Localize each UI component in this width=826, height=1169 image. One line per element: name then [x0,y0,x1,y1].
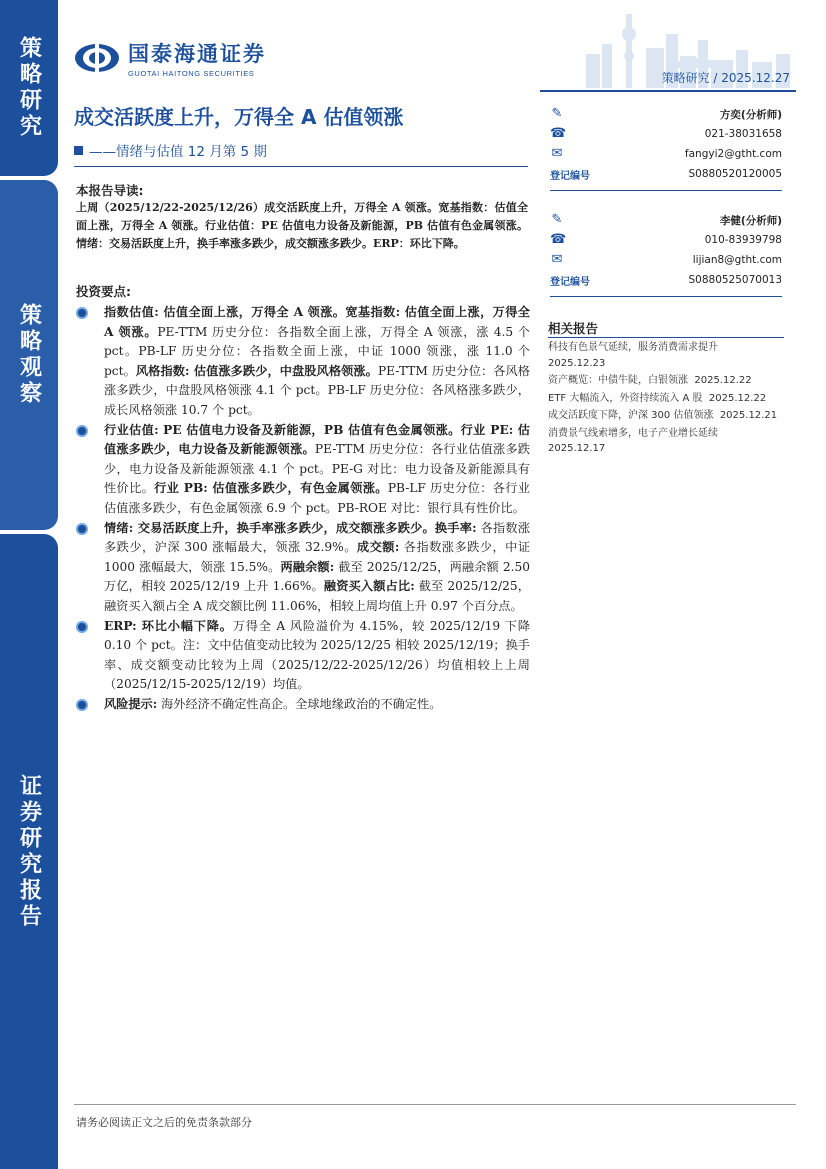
related-report-item[interactable] [548,373,784,389]
point-text: 截至 2025/12/25，两融余额 2.50 万亿，相较 2025/12/19 上升 1.66%。 [104,559,530,594]
report-date: 2025.12.27 [721,71,790,85]
bullet-icon [76,307,88,319]
pen-icon: ✎ [551,106,563,121]
analyst-name: 方奕(分析师) [719,108,782,121]
sidebar-tab-strategy-observation [0,180,58,530]
page-subtitle [74,140,267,160]
related-divider [548,337,784,338]
point-bold-text: 情绪: 交易活跃度上升，换手率涨多跌少，成交额涨多跌少。换手率: [104,520,477,535]
related-report-date: 2025.12.22 [708,392,767,404]
sidebar-tab-strategy-research [0,0,58,176]
related-reports-heading: 相关报告 [548,321,599,336]
sidebar-tab-label: 策略观察 [16,303,42,407]
registration-number: S0880525070013 [688,274,782,286]
subtitle-text: ——情绪与估值 12 月第 5 期 [89,144,267,160]
bullet-icon [76,699,88,711]
analyst-email[interactable]: fangyi2@gtht.com [684,148,782,160]
related-report-title[interactable]: 消费景气线索增多，电子产业增长延续 [548,427,718,439]
related-report-title[interactable]: 科技有色景气延续，服务消费需求提升 [548,342,718,353]
point-bold-text: 行业估值: PE 估值电力设备及新能源，PB 估值有色金属领涨。行业 PE: 估值涨多跌少，电力设备及新能源领涨。 [104,422,530,457]
point-sentiment [76,519,530,617]
company-logo [74,38,266,78]
intro-body: 上周（2025/12/22-2025/12/26）成交活跃度上升，万得全 A 领涨。宽基指数：估值全面上涨，万得全 A 领涨。行业估值：PE 估值电力设备及新能源，PB 估值有色金属领涨。情绪：交易活跃度上升，换手率涨多跌少，成交额涨多跌少。ERP：环比下降。 [76,201,528,250]
point-text: 各指数涨多跌少，沪深 300 涨幅最大，领涨 32.9%。 [104,520,531,555]
point-text: PE-TTM 历史分位：各行业估值涨多跌少，电力设备及新能源领涨 4.1 个 pct。PE-G 对比：电力设备及新能源具有性价比。 [104,442,530,496]
page-title: 成交活跃度上升，万得全 A 估值领涨 [74,105,404,129]
point-bold-text: 融资买入额占比: [323,579,415,594]
point-erp [76,617,530,695]
point-text: 海外经济不确定性高企。全球地缘政治的不确定性。 [157,696,442,711]
sidebar-tab-label: 证券研究报告 [16,773,42,930]
related-report-title[interactable]: 成交活跃度下降，沪深 300 估值领涨 [548,410,714,421]
analyst-card [550,104,782,184]
point-risk [76,695,530,715]
point-bold-text: 行业 PB: 估值涨多跌少，有色金属领涨。 [154,481,388,496]
analyst-phone: 021-38031658 [704,128,782,140]
related-report-date: 2025.12.22 [694,375,752,386]
point-text: PB-LF 历史分位：各行业估值涨多跌少，有色金属领涨 6.9 个 pct。PB-ROE 对比：银行具有性价比。 [104,481,530,515]
related-reports-list [548,340,784,459]
square-bullet-icon [74,146,83,155]
registration-number: S0880520120005 [688,168,782,180]
footer-divider [74,1104,796,1105]
bullet-icon [76,523,88,535]
logo-text-cn: 国泰海通证券 [128,42,266,66]
analyst-name: 李健(分析师) [719,214,782,227]
related-report-item[interactable] [548,340,784,371]
registration-label: 登记编号 [550,276,590,288]
related-report-date: 2025.12.17 [548,443,606,454]
point-text: 截至 2025/12/25，融资买入额占全 A 成交额比例 11.06%，相较上周均值上升 0.97 个百分点。 [104,579,530,613]
email-icon: ✉ [551,146,563,161]
point-text: 各指数涨多跌少，中证 1000 涨幅最大，领涨 15.5%。 [104,540,531,574]
points-heading: 投资要点: [76,284,131,299]
point-bold-text: ERP: 环比小幅下降。 [104,618,233,633]
analyst-card [550,210,782,290]
point-bold-text: 两融余额: [280,559,335,574]
points-list [76,303,530,714]
point-text: PE-TTM 历史分位：各指数全面上涨，万得全 A 领涨，涨 4.5 个 pct。PB-LF 历史分位：各指数全面上涨，中证 1000 领涨，涨 11.0 个 pct。 [104,324,530,378]
phone-icon: ☎ [550,126,567,141]
header-divider [540,90,796,92]
bullet-icon [76,425,88,437]
report-meta: 策略研究 / 2025.12.27 [661,71,790,85]
pen-icon: ✎ [551,212,563,227]
related-report-item[interactable] [548,408,784,424]
point-industry-valuation [76,421,530,519]
related-report-date: 2025.12.21 [719,410,778,421]
related-report-title[interactable]: 资产概览：中债牛陡，白银领涨 [548,375,688,386]
phone-icon: ☎ [550,232,567,247]
logo-mark-icon [74,43,120,73]
point-bold-text: 风格指数: 估值涨多跌少，中盘股风格领涨。 [135,363,378,378]
point-text: 万得全 A 风险溢价为 4.15%，较 2025/12/19 下降 0.10 个 pct。注：文中估值变动比较为 2025/12/25 相较 2025/12/19；换手率、成交额变动比较为上周（2025/12/22-2025/12/26）均值相较上上周（2025/12/15-2025/12/19）均值。 [104,618,530,692]
point-bold-text: 指数估值: 估值全面上涨，万得全 A 领涨。宽基指数: 估值全面上涨，万得全 A 领涨。 [104,305,530,339]
registration-label: 登记编号 [550,170,590,182]
disclaimer-note: 请务必阅读正文之后的免责条款部分 [76,1116,252,1129]
sidebar-tab-label: 策略研究 [16,36,42,140]
analyst-phone: 010-83939798 [704,234,782,246]
logo-text-en: GUOTAI HAITONG SECURITIES [128,69,255,78]
point-text: PE-TTM 历史分位：各风格涨多跌少，中盘股风格领涨 4.1 个 pct。PB-LF 历史分位：各风格涨多跌少，成长风格领涨 10.7 个 pct。 [104,363,530,417]
report-category: 策略研究 [661,71,710,85]
related-report-item[interactable] [548,391,784,407]
sidebar-tab-securities-report [0,534,58,1169]
related-report-item[interactable] [548,426,784,457]
title-divider [74,166,528,167]
analyst-divider [550,296,782,297]
analyst-email[interactable]: lijian8@gtht.com [692,254,782,266]
intro-heading: 本报告导读: [76,183,144,198]
point-bold-text: 风险提示: [104,696,158,711]
related-report-date: 2025.12.23 [548,357,606,369]
email-icon: ✉ [551,252,563,267]
point-bold-text: 成交额: [356,540,400,555]
related-report-title[interactable]: ETF 大幅流入，外资持续流入 A 股 [548,392,703,404]
analyst-divider [550,190,782,191]
point-index-valuation [76,303,530,421]
bullet-icon [76,621,88,633]
